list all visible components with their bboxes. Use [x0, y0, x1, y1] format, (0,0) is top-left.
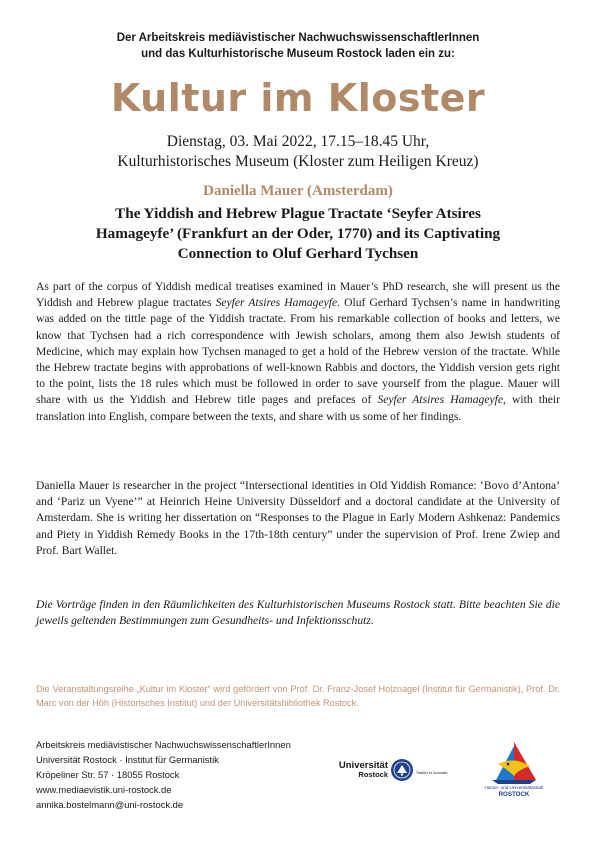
abstract-text-a: As part of the corpus of Yiddish medical treatises examined in Mauer’s PhD research, she will present us the Yiddish and Hebrew plague tractates — [36, 280, 560, 310]
funding-note: Die Veranstaltungsreihe „Kultur im Kloster“ wird gefördert von Prof. Dr. Franz-Josef Holznagel (Institut für Germanistik), Prof. Dr. Marc von der Höh (Historisches Institut) und der Universitätsbibliothek Rostock. — [36, 684, 560, 708]
talk-title — [40, 204, 556, 264]
abstract-paragraph — [36, 279, 560, 425]
uni-logo-text-1: Universität — [338, 760, 388, 771]
contact-address: Kröpeliner Str. 57 · 18055 Rostock — [36, 769, 180, 780]
talk-title-line-2: Hamageyfe’ (Frankfurt an der Oder, 1770) and its Captivating — [95, 225, 501, 242]
contact-email-link[interactable]: annika.bostelmann@uni-rostock.de — [36, 799, 184, 810]
hanse-rostock-logo — [474, 740, 554, 798]
contact-institute: Universität Rostock · Institut für Germanistik — [36, 754, 219, 765]
venue-notice-paragraph: Die Vorträge finden in den Räumlichkeiten des Kulturhistorischen Museums Rostock statt. Bitte beachten Sie die jeweils geltenden Bestimmungen zum Gesundheits- und Infektionsschutz. — [36, 598, 560, 628]
talk-title-line-1: The Yiddish and Hebrew Plague Tractate ‘Seyfer Atsires — [115, 205, 481, 222]
abstract-title-italic-2: Seyfer Atsires Hamageyfe — [377, 393, 503, 407]
event-series-title: Kultur im Kloster — [110, 76, 486, 120]
contact-organization: Arbeitskreis mediävistischer NachwuchswissenschaftlerInnen — [36, 739, 291, 750]
invite-line-1: Der Arbeitskreis mediävistischer NachwuchswissenschaftlerInnen — [116, 32, 480, 44]
event-date-venue — [0, 132, 596, 172]
uni-logo-text-2: Rostock — [358, 770, 388, 779]
abstract-text-b: . Oluf Gerhard Tychsen’s name in handwriting was added on the tittle page of the Yiddish tractate. From his remarkable collection of books and letters, we know that Tychsen had a rich correspondence with Jewish scholars, among them also Jewish students of Medicine, which may explain how Tychsen managed to get a hold of the Hebrew version of the tractate. While the Hebrew tractate begins with approbations of well-known Rabbis and doctors, the Yiddish version gets right to the point, lists the 18 rules which must be followed in order to save yourself from the plague. Mauer will share with us the Yiddish and Hebrew title pages and prefaces of — [36, 296, 561, 407]
speaker-bio-paragraph: Daniella Mauer is researcher in the project “Intersectional identities in Old Yiddish Romance: ‘Bovo d’Antona’ and ‘Pariz un Vyene’” at Heinrich Heine University Düsseldorf and a doctoral candidate at the University of Amsterdam. She is writing her dissertation on “Responses to the Plague in Early Modern Ashkenaz: Pandemics and Piety in Yiddish Remedy Books in the 17th-18th century” under the supervision of Prof. Irene Zwiep and Prof. Bart Wallet. — [36, 479, 560, 557]
invitation-header — [0, 30, 596, 62]
university-rostock-logo — [338, 757, 458, 783]
rostock-sail-icon — [492, 742, 536, 784]
museum-logo-text-1: Hanse- und Universitätsstadt — [484, 785, 544, 790]
abstract-text-c: , with their translation into English, compare between the texts, and share with us some of her findings. — [36, 393, 560, 423]
event-venue: Kulturhistorisches Museum (Kloster zum Heiligen Kreuz) — [117, 153, 479, 170]
speaker-name: Daniella Mauer (Amsterdam) — [203, 183, 393, 199]
invite-line-2: und das Kulturhistorische Museum Rostock laden ein zu: — [141, 48, 455, 60]
uni-seal-icon — [391, 759, 413, 781]
talk-title-line-3: Connection to Oluf Gerhard Tychsen — [177, 245, 419, 262]
abstract-title-italic-1: Seyfer Atsires Hamageyfe — [215, 296, 338, 310]
contact-website-link[interactable]: www.mediaevistik.uni-rostock.de — [36, 784, 172, 795]
contact-block — [36, 737, 356, 812]
event-date: Dienstag, 03. Mai 2022, 17.15–18.45 Uhr, — [166, 133, 430, 150]
uni-logo-tagline: Traditio et Innovatio — [416, 771, 448, 775]
museum-logo-text-2: ROSTOCK — [498, 791, 530, 798]
